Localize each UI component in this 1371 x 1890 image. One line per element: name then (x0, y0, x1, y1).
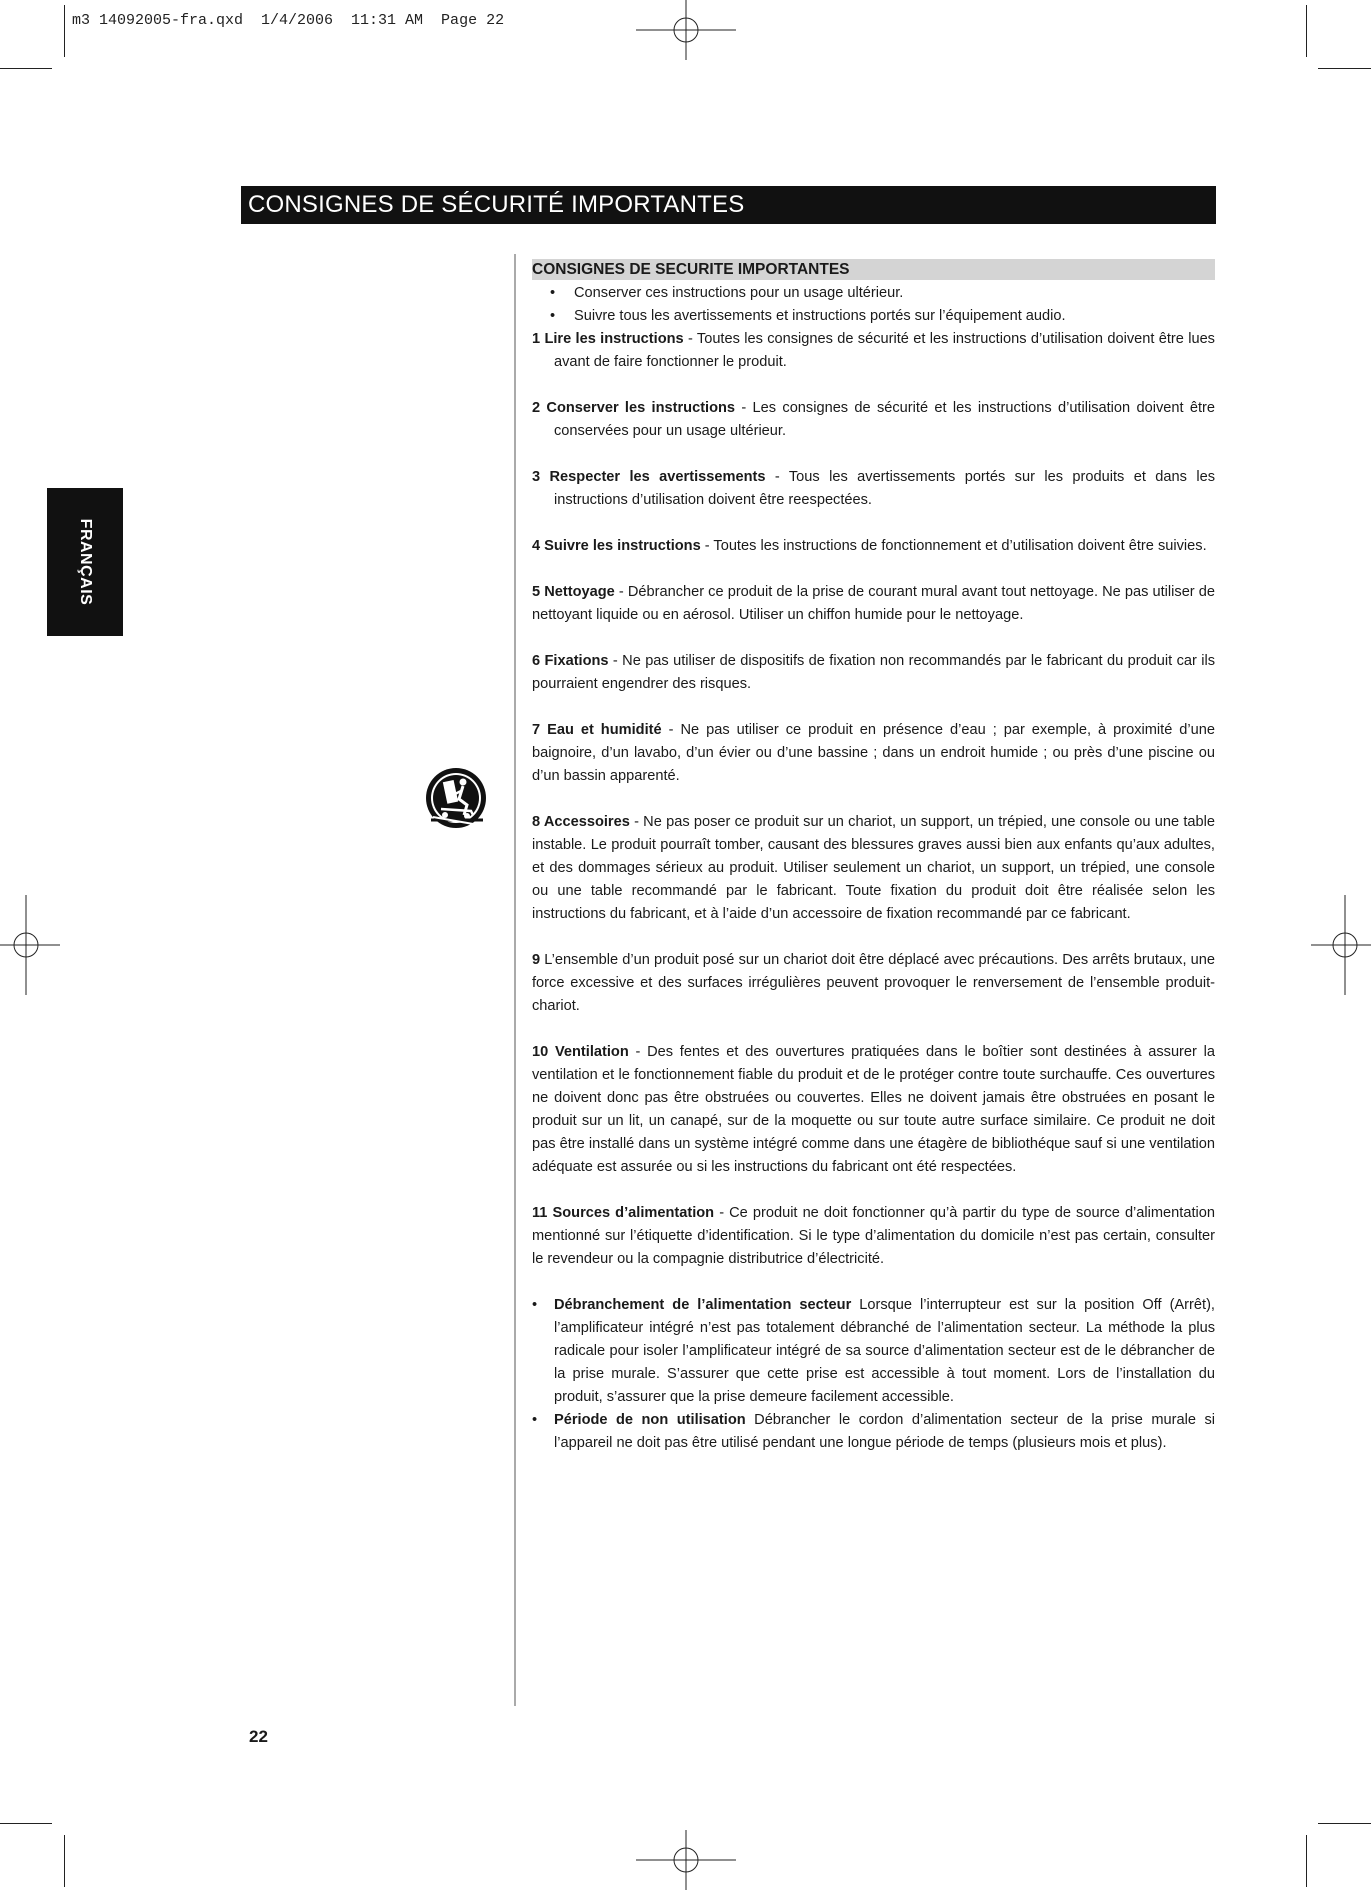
item-text: - Toutes les instructions de fonctionnement et d’utilisation doivent être suivies. (700, 538, 1207, 554)
instruction-item-11 (532, 1202, 1215, 1271)
item-text: - Les consignes de sécurité et les instructions d’utilisation doivent être conservées pour un usage ultérieur. (554, 400, 1215, 439)
registration-mark-icon (0, 895, 60, 995)
final-bullet (532, 1294, 1215, 1409)
instruction-item-6 (532, 650, 1215, 696)
crop-mark (1306, 1835, 1307, 1887)
cart-tip-over-warning-icon (423, 765, 489, 835)
language-tab (47, 488, 123, 636)
bullet-glyph: • (550, 285, 556, 301)
item-text: - Ce produit ne doit fonctionner qu’à partir du type de source d’alimentation mentionné sur l’étiquette d’identification. Si le type d’alimentation du domicile n’est pas certain, consulter le revendeur ou la compagnie distributrice d’électricité. (532, 1205, 1215, 1267)
bullet-heading: Débranchement de l’alimentation secteur (554, 1297, 852, 1313)
item-heading: 2 Conserver les instructions (532, 400, 736, 416)
item-text: - Tous les avertissements portés sur les produits et dans les instructions d’utilisation doivent être reespectées. (554, 469, 1215, 508)
item-heading: 7 Eau et humidité (532, 722, 662, 738)
crop-mark (64, 5, 65, 57)
instruction-item-4 (532, 535, 1215, 558)
bullet-text: Conserver ces instructions pour un usage ultérieur. (574, 285, 904, 301)
instruction-item-10 (532, 1041, 1215, 1179)
item-heading: 6 Fixations (532, 653, 609, 669)
registration-mark-icon (1311, 895, 1371, 995)
intro-bullet (532, 305, 1215, 328)
crop-mark (0, 1823, 52, 1824)
page-title-bar (241, 186, 1216, 224)
bullet-text: Débrancher le cordon d’alimentation secteur de la prise murale si l’appareil ne doit pas être utilisé pendant une longue période de temps (plusieurs mois et plus). (554, 1412, 1215, 1451)
item-heading: 5 Nettoyage (532, 584, 615, 600)
instruction-item-2 (532, 397, 1215, 443)
page-title: CONSIGNES DE SÉCURITÉ IMPORTANTES (248, 191, 745, 218)
crop-mark (1306, 5, 1307, 57)
instruction-item-7 (532, 719, 1215, 788)
bullet-text: Suivre tous les avertissements et instructions portés sur l’équipement audio. (574, 308, 1066, 324)
crop-mark (64, 1835, 65, 1887)
instruction-item-3 (532, 466, 1215, 512)
item-heading: 8 Accessoires (532, 814, 630, 830)
intro-bullet (532, 282, 1215, 305)
crop-mark (0, 68, 52, 69)
final-bullet (532, 1409, 1215, 1455)
page-number: 22 (249, 1727, 268, 1746)
item-text: - Ne pas utiliser ce produit en présence d’eau ; par exemple, à proximité d’une baignoire, d’un lavabo, d’un évier ou d’une bassine ; dans un endroit humide ; ou près d’une piscine ou d’un bassin apparenté. (532, 722, 1216, 784)
instruction-item-5 (532, 581, 1215, 627)
bullet-text: Lorsque l’interrupteur est sur la position Off (Arrêt), l’amplificateur intégré n’est pas totalement débranché de l’alimentation secteur. La méthode la plus radicale pour isoler l’amplificateur intégré de sa source d’alimentation secteur est de le débrancher de la prise murale. S’assurer que cette prise est accessible à tout moment. Lors de l’installation du produit, s’assurer que la prise demeure facilement accessible. (554, 1297, 1215, 1405)
bullet-glyph: • (532, 1297, 538, 1313)
registration-mark-icon (636, 0, 736, 60)
crop-mark (1318, 68, 1371, 69)
language-tab-label: FRANÇAIS (77, 518, 94, 606)
item-heading: 4 Suivre les instructions (532, 538, 701, 554)
item-text: - Toutes les consignes de sécurité et les instructions d’utilisation doivent être lues avant de faire fonctionner le produit. (554, 331, 1215, 370)
item-heading: 10 Ventilation (532, 1044, 629, 1060)
item-text: - Des fentes et des ouvertures pratiquées dans le boîtier sont destinées à assurer la ventilation et le fonctionnement fiable du produit et de le protéger contre toute surchauffe. Ces ouvertures ne doivent donc pas être obstruées ou couvertes. Elles ne doivent jamais être obstruées en posant le produit sur un lit, un canapé, sur de la moquette ou sur toute autre surface similaire. Ce produit ne doit pas être installé dans un système intégré comme dans une étagère de bibliothéque sauf si une ventilation adéquate est assurée ou si les instructions du fabricant ont été respectées. (532, 1044, 1215, 1175)
bullet-glyph: • (532, 1412, 538, 1428)
bullet-heading: Période de non utilisation (554, 1412, 746, 1428)
instruction-item-8 (532, 811, 1215, 926)
item-text: - Débrancher ce produit de la prise de courant mural avant tout nettoyage. Ne pas utiliser de nettoyant liquide ou en aérosol. Utiliser un chiffon humide pour le nettoyage. (532, 584, 1215, 623)
item-heading: 9 (532, 952, 541, 968)
bullet-glyph: • (550, 308, 556, 324)
item-text: L’ensemble d’un produit posé sur un chariot doit être déplacé avec précautions. Des arrêts brutaux, une force excessive et des surfaces irrégulières peuvent provoquer le renversement de l’ensemble produit-chariot. (532, 952, 1215, 1014)
safety-instructions (532, 259, 1215, 1455)
item-text: - Ne pas utiliser de dispositifs de fixation non recommandés par le fabricant du produit car ils pourraient engendrer des risques. (532, 653, 1216, 692)
registration-mark-icon (636, 1830, 736, 1890)
instruction-item-1 (532, 328, 1215, 374)
item-heading: 1 Lire les instructions (532, 331, 684, 347)
item-heading: 3 Respecter les avertissements (532, 469, 766, 485)
crop-mark (1318, 1823, 1371, 1824)
column-divider (514, 254, 516, 1706)
printer-slug: m3 14092005-fra.qxd 1/4/2006 11:31 AM Page 22 (72, 12, 505, 29)
instruction-item-9 (532, 949, 1215, 1018)
item-text: - Ne pas poser ce produit sur un chariot, un support, un trépied, une console ou une table instable. Le produit pourraît tomber, causant des blessures graves aussi bien aux enfants qu’aux adultes, et des dommages sérieux au produit. Utiliser seulement un chariot, un support, un trépied, une console ou une table recommandé par le fabricant. Toute fixation du produit doit être réalisée selon les instructions du fabricant, et à l’aide d’un accessoire de fixation recommandé par ce fabricant. (532, 814, 1215, 922)
item-heading: 11 Sources d’alimentation (532, 1205, 715, 1221)
section-heading: CONSIGNES DE SECURITE IMPORTANTES (532, 259, 1215, 280)
